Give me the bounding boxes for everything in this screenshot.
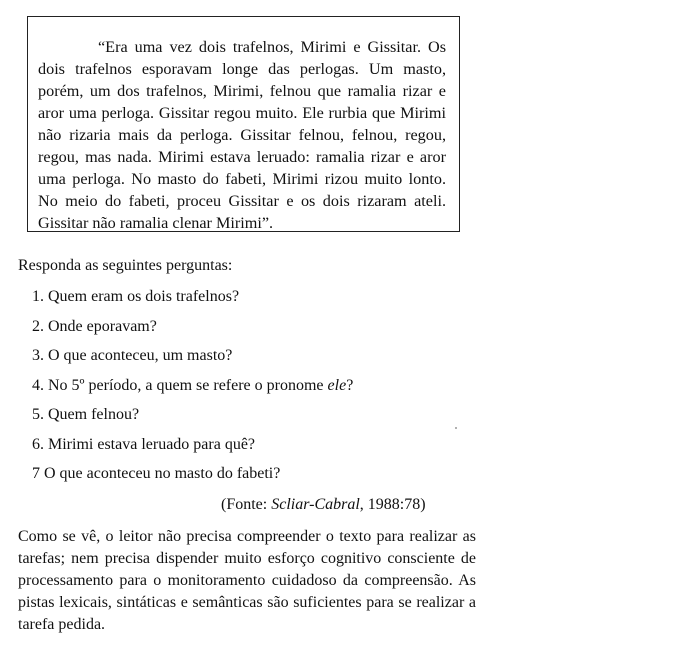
- source-citation: (Fonte: Scliar-Cabral, 1988:78): [221, 496, 426, 513]
- question-list: [32, 287, 353, 494]
- question-item: 5. Quem felnou?: [32, 406, 140, 423]
- scan-speck: [455, 427, 457, 429]
- question-item: 1. Quem eram os dois trafelnos?: [32, 288, 240, 305]
- citation-author: Scliar-Cabral: [271, 496, 360, 513]
- question-item: 7 O que aconteceu no masto do fabeti?: [32, 465, 281, 482]
- story-box: [27, 16, 460, 232]
- question-item: 6. Mirimi estava leruado para quê?: [32, 435, 256, 453]
- question-item: 2. Onde eporavam?: [32, 317, 157, 335]
- story-text: “Era uma vez dois trafelnos, Mirimi e Gissitar. Os dois trafelnos esporavam longe das perlogas. Um masto, porém, um dos trafelnos, Mirimi, felnou que ramalia rizar e aror uma perloga. Gissitar regou muito. Ele rurbia que Mirimi não rizaria mais da perloga. Gissitar felnou, felnou, regou, regou, mas nada. Mirimi estava leruado: ramalia rizar e aror uma perloga. No masto do fabeti, Mirimi rizou muito lonto. No meio do fabeti, proceu Gissitar e os dois rizaram ateli. Gissitar não ramalia clenar Mirimi”.: [38, 38, 446, 232]
- conclusion-paragraph: Como se vê, o leitor não precisa compreender o texto para realizar as tarefas; nem precisa dispender muito esforço cognitivo consciente de processamento para o monitoramento cuidadoso da compreensão. As pistas lexicais, sintáticas e semânticas são suficientes para se realizar a tarefa pedida.: [18, 528, 476, 633]
- pronoun-emphasis: ele: [327, 376, 347, 394]
- questions-intro: Responda as seguintes perguntas:: [18, 257, 233, 274]
- question-item: 3. O que aconteceu, um masto?: [32, 347, 233, 364]
- question-item: 4. No 5º período, a quem se refere o pronome ele?: [32, 376, 354, 394]
